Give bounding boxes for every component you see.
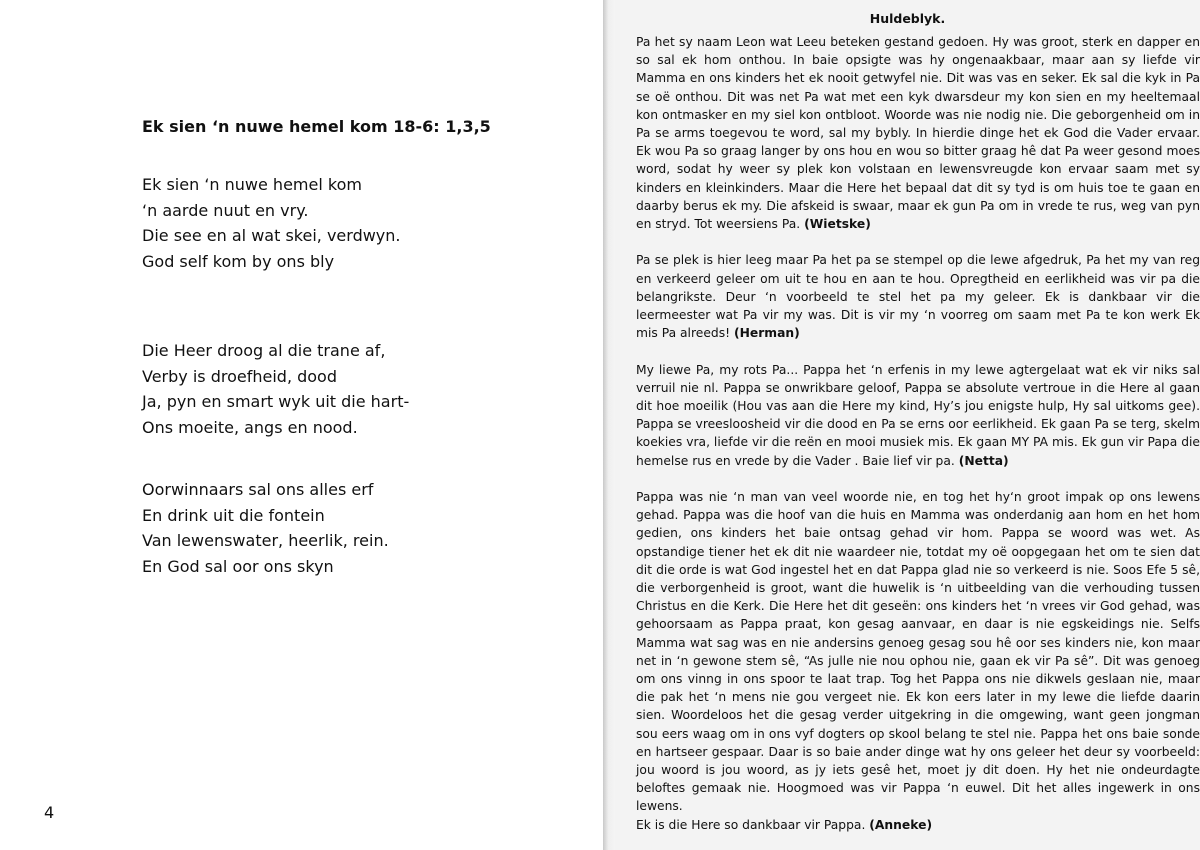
stanza-2	[142, 338, 582, 441]
stanza-line: Oorwinnaars sal ons alles erf	[142, 480, 374, 499]
eulogy-title: Huldeblyk.	[869, 11, 946, 26]
right-page	[615, 0, 1200, 850]
stanza-line: ‘n aarde nuut en vry.	[142, 200, 309, 220]
tribute-herman	[636, 251, 1200, 342]
stanza-line: Ek sien ‘n nuwe hemel kom	[142, 175, 362, 194]
stanza-line: Ja, pyn en smart wyk uit die hart-	[142, 392, 410, 412]
stanza-1	[142, 172, 582, 275]
stanza-line: Van lewenswater, heerlik, rein.	[142, 531, 389, 551]
tribute-wietske	[636, 33, 1200, 233]
tribute-signature: (Netta)	[958, 453, 1009, 468]
stanza-line: Verby is droefheid, dood	[142, 366, 337, 386]
stanza-line: En God sal oor ons skyn	[142, 557, 334, 577]
tribute-anneke-closing	[636, 816, 1200, 834]
page-gutter	[603, 0, 615, 850]
hymn-title: Ek sien ‘n nuwe hemel kom 18-6: 1,3,5	[142, 117, 491, 136]
page-number: 4	[44, 803, 55, 822]
stanza-3	[142, 477, 582, 580]
tribute-text: Ek is die Here so dankbaar vir Pappa.	[636, 817, 866, 832]
eulogy-body	[636, 33, 1200, 834]
tribute-anneke	[636, 488, 1200, 816]
stanza-line: Die Heer droog al die trane af,	[142, 341, 386, 360]
tribute-text: Pa se plek is hier leeg maar Pa het pa se stempel op die lewe afgedruk, Pa het my van reg en verkeerd geleer om uit te hou en aan te hou. Opregtheid en eerlikheid was vir pa die belangrikste. Deur ‘n voorbeeld te stel het pa my geleer. Ek is dankbaar vir die leermeester wat Pa vir my was. Dit is vir my ‘n voorreg om saam met Pa te kon werk Ek mis Pa alreeds!	[636, 253, 1200, 341]
tribute-text: Pappa was nie ‘n man van veel woorde nie, en tog het hy‘n groot impak op ons lewens gehad. Pappa was die hoof van die huis en Mamma was onderdanig aan hom en het hom gedien, ons kinders het baie ontsag gehad vir hom. Pappa se woord was wet. As opstandige tiener het ek dit nie waardeer nie, totdat my oë oopgegaan het om te sien dat dit die orde is wat God ingestel het en dat Pappa glad nie so verkeerd is nie. Soos Efe 5 sê, die verborgenheid is groot, want die huwelik is ‘n uitbeelding van die verhouding tussen Christus en die Kerk. Die Here het dit geseën: ons kinders het ‘n vrees vir God gehad, was gehoorsaam as Pappa praat, kon gesag aanvaar, en daar is nie egskeidings nie. Selfs Mamma wat sag was en nie andersins genoeg gesag sou hê oor ses kinders nie, kon maar net in ‘n gewone stem sê, “As julle nie nou ophou nie, gaan ek vir Pa sê”. Dit was genoeg om ons vinng in ons spoor te laat trap. Tog het Pappa ons nie dikwels geslaan nie, maar die pak het ‘n mens nie gou vergeet nie. Ek kon eers later in my lewe die liefde daarin sien. Woordeloos het die gesag verder uitgekring in die omgewing, want geen jongman sou eers waag om in ons vyf dogters op skool belang te stel nie. Pappa het ons baie sonde en hartseer gespaar. Daar is so baie ander dinge wat hy ons geleer het deur sy voorbeeld: jou woord is jou woord, as jy iets gesê het, moet jy dit doen. Hy het nie ondeurdagte beloftes gemaak nie. Hoogmoed was vir Pappa ‘n euwel. Dit het alles ingewerk in ons lewens.	[636, 490, 1200, 814]
tribute-signature: (Anneke)	[869, 817, 933, 832]
tribute-netta	[636, 361, 1200, 470]
tribute-signature: (Wietske)	[804, 217, 871, 232]
stanza-line: En drink uit die fontein	[142, 505, 325, 525]
stanza-line: Ons moeite, angs en nood.	[142, 418, 358, 438]
tribute-text: My liewe Pa, my rots Pa... Pappa het ‘n erfenis in my lewe agtergelaat wat ek vir niks sal verruil nie nl. Pappa se onwrikbare geloof, Pappa se absolute vertroue in die Here al gaan dit hoe moeilik (Hou vas aan die Here my kind, Hy’s jou enigste hulp, Hy sal uitkoms gee). Pappa se vreesloosheid vir die dood en Pa se erns oor eerlikheid. Ek gaan Pa se terg, skelm koekies vra, liefde vir die reën en mooi musiek mis. Ek gaan MY PA mis. Ek gun vir Papa die hemelse rus en vrede by die Vader . Baie lief vir pa.	[636, 362, 1200, 468]
tribute-signature: (Herman)	[733, 326, 800, 341]
stanza-line: God self kom by ons bly	[142, 252, 335, 272]
tribute-text: Pa het sy naam Leon wat Leeu beteken gestand gedoen. Hy was groot, sterk en dapper en so sal ek hom onthou. In baie opsigte was hy ongenaakbaar, maar aan sy liefde vir Mamma en ons kinders het ek nooit getwyfel nie. Dit was vas en seker. Ek sal die kyk in Pa se oë onthou. Dit was net Pa wat met een kyk dwarsdeur my kon sien en my heeltemaal kon ontmasker en my siel kon ontbloot. Woorde was nie nodig nie. Die geborgenheid om in Pa se arms toegevou te word, sal my bybly. In hierdie dinge het ek God die Vader ervaar. Ek wou Pa so graag langer by ons hou en wou so bitter graag hê dat Pa weer gesond moes word, sodat hy weer sy plek kon volstaan en lewensvreugde kon ervaar saam met sy kinders en kleinkinders. Maar die Here het bepaal dat dit sy tyd is om huis toe te gaan en daarby berus ek my. Die afskeid is swaar, maar ek gun Pa om in vrede te rus, weg van pyn en stryd. Tot weersiens Pa.	[636, 35, 1200, 232]
stanza-line: Die see en al wat skei, verdwyn.	[142, 226, 401, 246]
